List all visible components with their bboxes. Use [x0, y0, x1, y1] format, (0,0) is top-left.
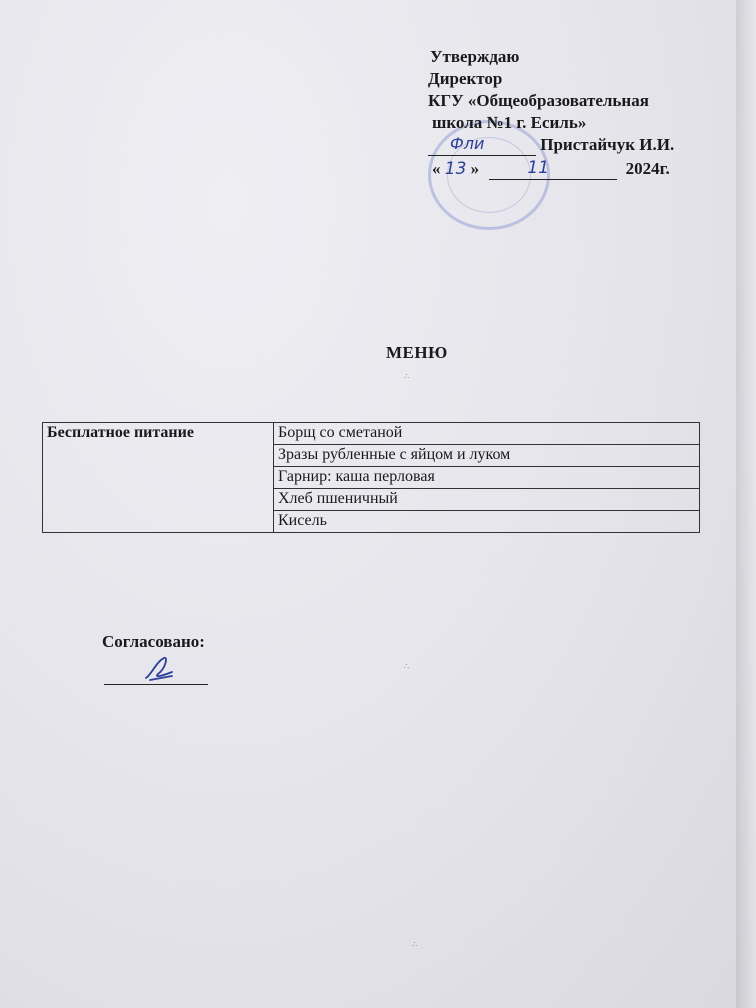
signature-row	[428, 134, 674, 156]
date-month-line	[489, 158, 617, 180]
page-title: МЕНЮ	[386, 343, 448, 362]
approve-word: Утверждаю	[430, 47, 520, 66]
date-month-handwritten: 11	[527, 158, 550, 178]
handwritten-signature: Фли	[450, 134, 485, 153]
menu-category: Бесплатное питание	[43, 423, 274, 533]
organization-line-2: школа №1 г. Есиль»	[432, 113, 587, 132]
menu-item: Кисель	[274, 511, 700, 533]
handwritten-signature-mark	[142, 654, 182, 684]
speck: ∴	[404, 662, 410, 671]
agreed-signature-line	[104, 670, 208, 685]
menu-item: Гарнир: каша перловая	[274, 467, 700, 489]
signature-line	[428, 134, 536, 156]
director-position: Директор	[428, 69, 503, 88]
approval-block	[428, 46, 674, 180]
menu-item: Хлеб пшеничный	[274, 489, 700, 511]
date-day-handwritten: 13	[444, 159, 467, 179]
menu-table	[42, 422, 700, 533]
organization-line-1: КГУ «Общеобразовательная	[428, 91, 649, 110]
menu-item: Зразы рубленные с яйцом и луком	[274, 445, 700, 467]
page-fold-shadow	[736, 0, 756, 1008]
table-row	[43, 423, 700, 445]
speck: ∴	[404, 372, 410, 381]
date-quote-close: »	[470, 159, 480, 178]
date-row	[428, 158, 674, 180]
agreed-label: Согласовано:	[102, 632, 205, 651]
signer-name: Пристайчук И.И.	[540, 135, 675, 154]
speck: ∴	[412, 940, 418, 949]
date-year: 2024г.	[625, 159, 670, 178]
menu-item: Борщ со сметаной	[274, 423, 700, 445]
date-quote-open: «	[432, 159, 441, 178]
